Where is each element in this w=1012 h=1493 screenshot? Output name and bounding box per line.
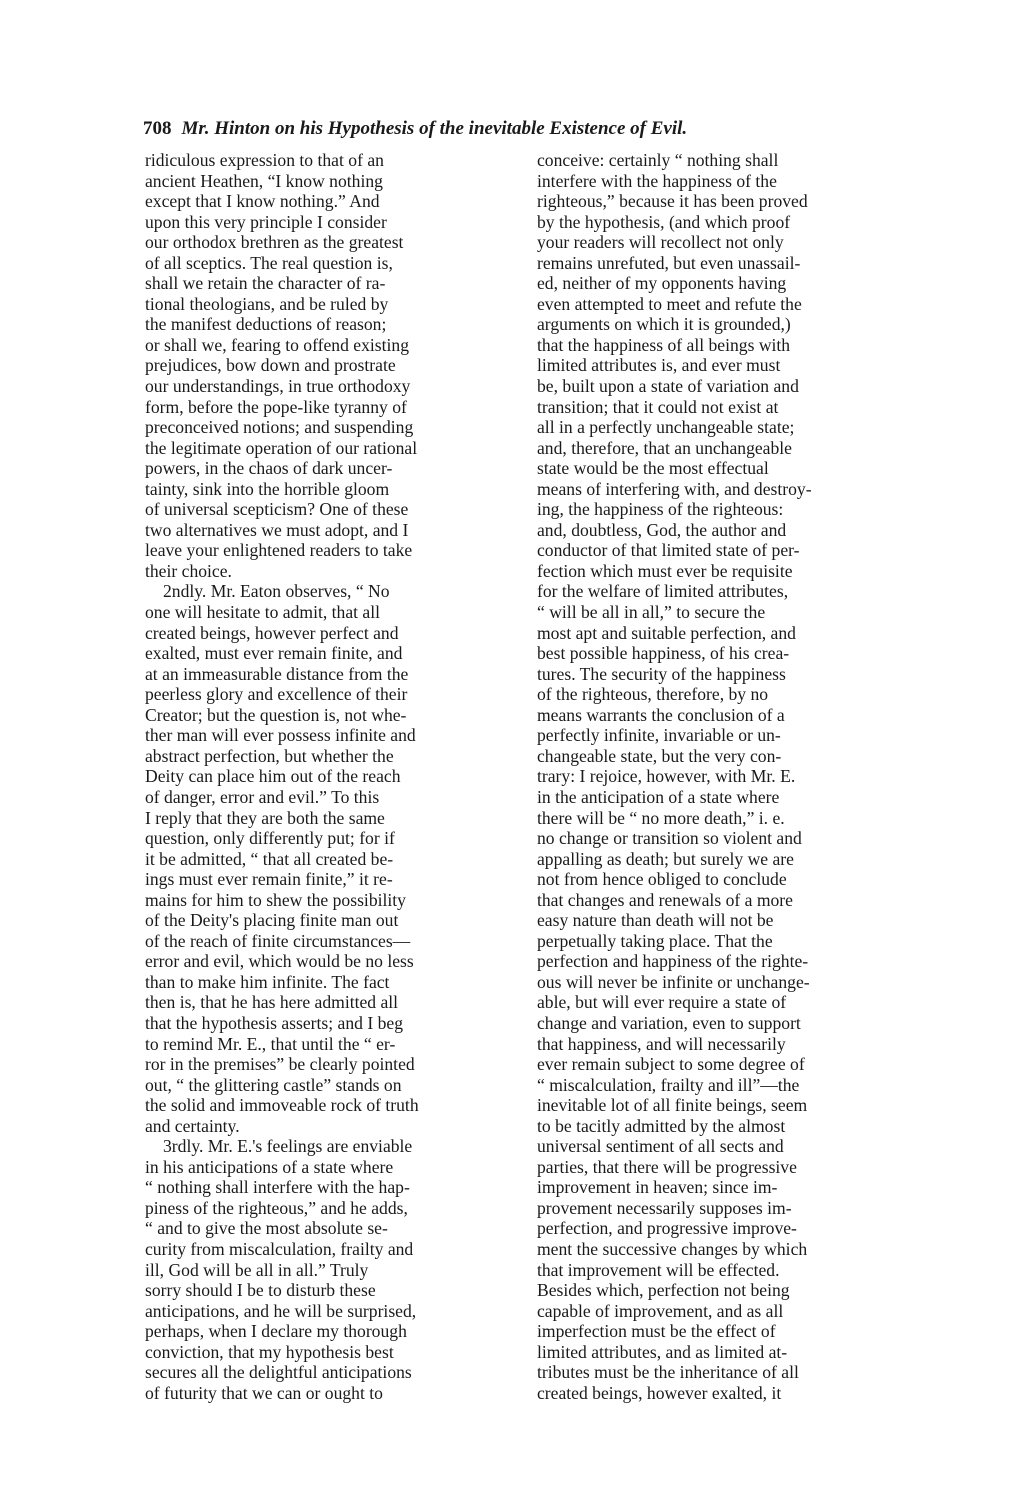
text-line: “ nothing shall interfere with the hap- bbox=[145, 1177, 410, 1198]
text-line: “ will be all in all,” to secure the bbox=[537, 602, 766, 623]
text-line: question, only differently put; for if bbox=[145, 828, 395, 849]
text-line: trary: I rejoice, however, with Mr. E. bbox=[537, 766, 796, 787]
text-line: tures. The security of the happiness bbox=[537, 663, 786, 684]
text-line: conviction, that my hypothesis best bbox=[145, 1341, 394, 1362]
text-line: out, “ the glittering castle” stands on bbox=[145, 1074, 402, 1095]
text-line: it be admitted, “ that all created be- bbox=[145, 848, 394, 869]
text-line: of futurity that we can or ought to bbox=[145, 1382, 383, 1403]
text-line: ment the successive changes by which bbox=[537, 1238, 808, 1259]
text-line: then is, that he has here admitted all bbox=[145, 992, 399, 1013]
text-line: of the Deity's placing finite man out bbox=[145, 910, 399, 931]
text-line: and certainty. bbox=[145, 1115, 240, 1136]
text-line: perpetually taking place. That the bbox=[537, 930, 773, 951]
text-line: the manifest deductions of reason; bbox=[145, 314, 387, 335]
text-line: remains unrefuted, but even unassail- bbox=[537, 252, 801, 273]
text-line: and, doubtless, God, the author and bbox=[537, 519, 787, 540]
text-line: at an immeasurable distance from the bbox=[145, 663, 409, 684]
text-line: fection which must ever be requisite bbox=[537, 560, 793, 581]
text-line: appalling as death; but surely we are bbox=[537, 848, 794, 869]
text-line: limited attributes is, and ever must bbox=[537, 355, 781, 376]
page-number: 708 bbox=[143, 118, 172, 139]
text-line: mains for him to shew the possibility bbox=[145, 889, 406, 910]
text-line: created beings, however perfect and bbox=[145, 622, 399, 643]
text-line: our orthodox brethren as the greatest bbox=[145, 232, 404, 253]
text-line: changeable state, but the very con- bbox=[537, 745, 782, 766]
text-line: in his anticipations of a state where bbox=[145, 1156, 394, 1177]
text-line: tainty, sink into the horrible gloom bbox=[145, 478, 390, 499]
text-line: universal sentiment of all sects and bbox=[537, 1136, 784, 1157]
text-line: peerless glory and excellence of their bbox=[145, 684, 408, 705]
text-line: or shall we, fearing to offend existing bbox=[145, 334, 410, 355]
text-line: than to make him infinite. The fact bbox=[145, 971, 390, 992]
text-line: that changes and renewals of a more bbox=[537, 889, 793, 910]
text-line: ancient Heathen, “I know nothing bbox=[145, 170, 383, 191]
text-line: conceive: certainly “ nothing shall bbox=[537, 150, 779, 170]
text-line: upon this very principle I consider bbox=[145, 211, 387, 232]
text-line: piness of the righteous,” and he adds, bbox=[145, 1197, 408, 1218]
text-line: of the righteous, therefore, by no bbox=[537, 684, 769, 705]
text-line: prejudices, bow down and prostrate bbox=[145, 355, 396, 376]
text-line: ed, neither of my opponents having bbox=[537, 273, 787, 294]
text-line: shall we retain the character of ra- bbox=[145, 273, 386, 294]
text-line: preconceived notions; and suspending bbox=[145, 417, 414, 438]
text-line: ill, God will be all in all.” Truly bbox=[145, 1259, 369, 1280]
text-line: “ miscalculation, frailty and ill”—the bbox=[537, 1074, 800, 1095]
text-line: leave your enlightened readers to take bbox=[145, 540, 413, 561]
text-line: easy nature than death will not be bbox=[537, 910, 774, 931]
text-line: perfection, and progressive improve- bbox=[537, 1218, 797, 1239]
text-line: perfection and happiness of the righte- bbox=[537, 951, 809, 972]
text-line: of danger, error and evil.” To this bbox=[145, 786, 380, 807]
text-line: means of interfering with, and destroy- bbox=[537, 478, 812, 499]
text-line: one will hesitate to admit, that all bbox=[145, 602, 381, 623]
text-line: provement necessarily supposes im- bbox=[537, 1197, 792, 1218]
text-line: tional theologians, and be ruled by bbox=[145, 293, 389, 314]
text-line: secures all the delightful anticipations bbox=[145, 1362, 412, 1383]
text-line: powers, in the chaos of dark uncer- bbox=[145, 458, 393, 479]
text-line: be, built upon a state of variation and bbox=[537, 376, 799, 397]
article-title: Mr. Hinton on his Hypothesis of the inevitable Existence of Evil. bbox=[181, 118, 688, 139]
running-head bbox=[143, 118, 903, 140]
text-line: perfectly infinite, invariable or un- bbox=[537, 725, 781, 746]
text-line: our understandings, in true orthodoxy bbox=[145, 376, 411, 397]
text-line: by the hypothesis, (and which proof bbox=[537, 211, 791, 232]
text-line: able, but will ever require a state of bbox=[537, 992, 787, 1013]
text-line: there will be “ no more death,” i. e. bbox=[537, 807, 785, 828]
text-line: “ and to give the most absolute se- bbox=[145, 1218, 388, 1239]
text-line: ther man will ever possess infinite and bbox=[145, 725, 416, 746]
text-line: transition; that it could not exist at bbox=[537, 396, 779, 417]
text-line: Deity can place him out of the reach bbox=[145, 766, 401, 787]
text-line: ridiculous expression to that of an bbox=[145, 150, 384, 170]
text-line: arguments on which it is grounded,) bbox=[537, 314, 791, 335]
text-line: the solid and immoveable rock of truth bbox=[145, 1095, 419, 1116]
text-line: ing, the happiness of the righteous: bbox=[537, 499, 784, 520]
text-line: two alternatives we must adopt, and I bbox=[145, 519, 409, 540]
text-line: that happiness, and will necessarily bbox=[537, 1033, 786, 1054]
text-line: to remind Mr. E., that until the “ er- bbox=[145, 1033, 396, 1054]
text-line: ever remain subject to some degree of bbox=[537, 1054, 805, 1075]
left-text-column bbox=[145, 150, 507, 1403]
text-line: error and evil, which would be no less bbox=[145, 951, 414, 972]
text-line: even attempted to meet and refute the bbox=[537, 293, 802, 314]
text-line: of all sceptics. The real question is, bbox=[145, 252, 393, 273]
text-line: state would be the most effectual bbox=[537, 458, 769, 479]
text-line: in the anticipation of a state where bbox=[537, 786, 780, 807]
text-line: created beings, however exalted, it bbox=[537, 1382, 782, 1403]
text-line: the legitimate operation of our rational bbox=[145, 437, 418, 458]
right-text-column bbox=[537, 150, 899, 1403]
text-line: no change or transition so violent and bbox=[537, 828, 802, 849]
text-line: of universal scepticism? One of these bbox=[145, 499, 409, 520]
text-line: anticipations, and he will be surprised, bbox=[145, 1300, 417, 1321]
text-line: abstract perfection, but whether the bbox=[145, 745, 394, 766]
text-line: form, before the pope-like tyranny of bbox=[145, 396, 407, 417]
text-line: imperfection must be the effect of bbox=[537, 1321, 776, 1342]
text-line: means warrants the conclusion of a bbox=[537, 704, 785, 725]
text-line: their choice. bbox=[145, 560, 232, 581]
text-line: 2ndly. Mr. Eaton observes, “ No bbox=[163, 581, 390, 602]
text-line: that the hypothesis asserts; and I beg bbox=[145, 1012, 403, 1033]
text-line: Besides which, perfection not being bbox=[537, 1280, 790, 1301]
text-line: interfere with the happiness of the bbox=[537, 170, 777, 191]
text-line: except that I know nothing.” And bbox=[145, 191, 380, 212]
text-line: righteous,” because it has been proved bbox=[537, 191, 808, 212]
text-line: that improvement will be effected. bbox=[537, 1259, 780, 1280]
text-line: most apt and suitable perfection, and bbox=[537, 622, 796, 643]
text-line: perhaps, when I declare my thorough bbox=[145, 1321, 407, 1342]
text-line: I reply that they are both the same bbox=[145, 807, 385, 828]
text-line: tributes must be the inheritance of all bbox=[537, 1362, 799, 1383]
text-line: of the reach of finite circumstances— bbox=[145, 930, 411, 951]
text-line: ror in the premises” be clearly pointed bbox=[145, 1054, 415, 1075]
text-line: ous will never be infinite or unchange- bbox=[537, 971, 810, 992]
text-line: and, therefore, that an unchangeable bbox=[537, 437, 792, 458]
text-line: change and variation, even to support bbox=[537, 1012, 801, 1033]
text-line: 3rdly. Mr. E.'s feelings are enviable bbox=[163, 1136, 413, 1157]
text-line: best possible happiness, of his crea- bbox=[537, 643, 790, 664]
text-line: not from hence obliged to conclude bbox=[537, 869, 787, 890]
text-line: exalted, must ever remain finite, and bbox=[145, 643, 403, 664]
text-line: for the welfare of limited attributes, bbox=[537, 581, 789, 602]
text-line: capable of improvement, and as all bbox=[537, 1300, 784, 1321]
text-line: improvement in heaven; since im- bbox=[537, 1177, 778, 1198]
text-line: to be tacitly admitted by the almost bbox=[537, 1115, 786, 1136]
text-line: ings must ever remain finite,” it re- bbox=[145, 869, 393, 890]
text-line: conductor of that limited state of per- bbox=[537, 540, 800, 561]
text-line: all in a perfectly unchangeable state; bbox=[537, 417, 795, 438]
text-line: Creator; but the question is, not whe- bbox=[145, 704, 407, 725]
text-line: sorry should I be to disturb these bbox=[145, 1280, 376, 1301]
text-line: parties, that there will be progressive bbox=[537, 1156, 797, 1177]
text-line: inevitable lot of all finite beings, seem bbox=[537, 1095, 808, 1116]
text-line: that the happiness of all beings with bbox=[537, 334, 791, 355]
text-line: limited attributes, and as limited at- bbox=[537, 1341, 788, 1362]
text-line: your readers will recollect not only bbox=[537, 232, 784, 253]
text-line: curity from miscalculation, frailty and bbox=[145, 1238, 414, 1259]
